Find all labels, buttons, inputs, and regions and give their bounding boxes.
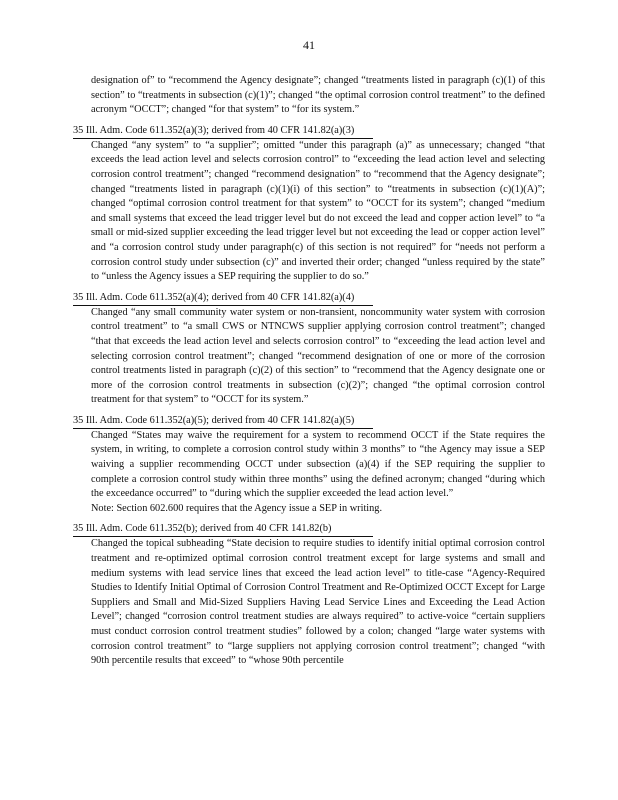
intro-paragraph: designation of” to “recommend the Agency designate”; changed “treatments listed in paragraph (c)(1) of this section” to “treatments in subsection (c)(1)”; changed “the optimal corrosion control treatment” to the defined acronym “OCCT”; changed “for that system” to “for its system.”	[91, 75, 545, 116]
section-body: Changed “States may waive the requirement for a system to recommend OCCT if the State requires the system, in writing, to complete a corrosion control study within 3 months” to “the Agency may issue a SEP waiving a supplier recommending OCCT under subsection (a)(4) if the SEP requiring the supplier to complete a corrosion control study within three months” using the defined acronym; changed “during which the exceedance occurred” to “during which the supplier exceeded the lead action level.”	[91, 429, 545, 500]
section-611-352-a-5	[73, 414, 545, 517]
section-heading: 35 Ill. Adm. Code 611.352(a)(4); derived from 40 CFR 141.82(a)(4)	[73, 291, 373, 306]
page-number: 41	[303, 38, 315, 52]
section-body: Changed “any small community water system or non-transient, noncommunity water system with corrosion control treatment” to “a small CWS or NTNCWS supplier applying corrosion control treatment”; changed “that that exceeds the lead action level and selects corrosion control” to “exceeding the lead action level and selecting corrosion control treatment”; changed “recommend designation of one or more of the corrosion control treatments listed in paragraph (c)(2) of this section” to “recommend that the Agency designate one or more of the corrosion control treatments in subsection (c)(2)”; changed “the optimal corrosion control treatment for that system” to “OCCT for its system.”	[91, 306, 545, 406]
section-note: Note: Section 602.600 requires that the Agency issue a SEP in writing.	[91, 502, 383, 514]
section-611-352-b	[73, 522, 545, 668]
document-body	[73, 74, 545, 669]
section-heading: 35 Ill. Adm. Code 611.352(a)(3); derived from 40 CFR 141.82(a)(3)	[73, 124, 373, 139]
section-body: Changed the topical subheading “State decision to require studies to identify initial optimal corrosion control treatment and re-optimized optimal corrosion control treatment except for large systems and small and medium systems with lead service lines that exceed the lead action level” to title-case “Agency-Required Studies to Identify Initial Optimal of Corrosion Control Treatment and Re-Optimized OCCT Except for Large Suppliers and Small and Mid-Sized Suppliers Having Lead Service Lines and Exceeding the Lead Action Level”; changed “corrosion control treatment studies are always required” to active-voice “certain suppliers must conduct corrosion control treatment studies” followed by a colon; changed “large water systems with corrosion control treatment” to “large suppliers not applying corrosion control treatment”; changed “with 90th percentile results that exceed” to “whose 90th percentile	[91, 538, 545, 667]
section-heading: 35 Ill. Adm. Code 611.352(b); derived from 40 CFR 141.82(b)	[73, 522, 373, 537]
section-611-352-a-4	[73, 291, 545, 408]
section-611-352-a-3	[73, 124, 545, 285]
section-body: Changed “any system” to “a supplier”; omitted “under this paragraph (a)” as unnecessary; changed “that exceeds the lead action level and selects corrosion control” to “exceeding the lead action level and selecting corrosion control treatment”; changed “recommend designation” to “recommend that the Agency designate”; changed “treatments listed in paragraph (c)(1)(i) of this section” to “treatments in subsection (c)(1)(A)”; changed “optimal corrosion control treatment for that system” to “OCCT for its system”; changed “medium and small systems that exceed the lead trigger level but do not exceed the lead and copper action level” to “a small or mid-sized supplier exceeding the lead trigger level but not exceeding the lead or copper action level” and “a corrosion control study under paragraph(c) of this section is not required” for “needs not perform a corrosion control study under subsection (c)” and inverted their order; changed “unless required by the state” to “unless the Agency issues a SEP requiring the supplier to do so.”	[91, 139, 545, 283]
section-heading: 35 Ill. Adm. Code 611.352(a)(5); derived from 40 CFR 141.82(a)(5)	[73, 414, 373, 429]
